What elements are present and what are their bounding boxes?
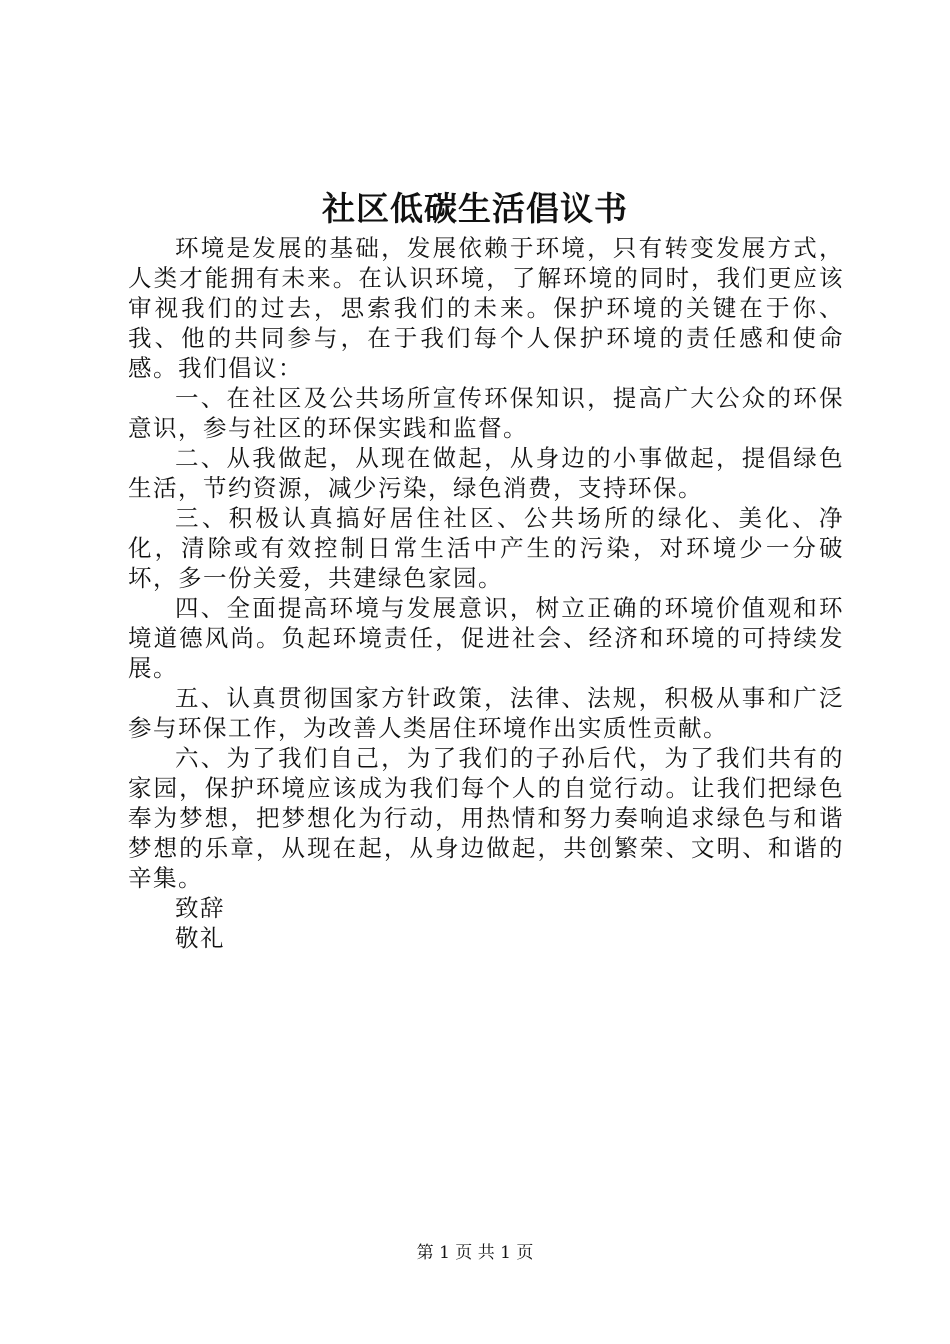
paragraph-item-1: 一、在社区及公共场所宣传环保知识，提高广大公众的环保意识，参与社区的环保实践和监督。 [128,384,844,442]
closing-line-1: 致辞 [175,894,225,922]
document-title: 社区低碳生活倡议书 [322,189,628,228]
paragraph-item-4: 四、全面提高环境与发展意识，树立正确的环境价值观和环境道德风尚。负起环境责任，促进社会、经济和环境的可持续发展。 [128,594,844,682]
page-footer: 第 1 页 共 1 页 [416,1243,534,1263]
paragraph-item-5: 五、认真贯彻国家方针政策，法律、法规，积极从事和广泛参与环保工作，为改善人类居住环境作出实质性贡献。 [128,684,844,742]
paragraph-intro: 环境是发展的基础，发展依赖于环境，只有转变发展方式，人类才能拥有未来。在认识环境，了解环境的同时，我们更应该审视我们的过去，思索我们的未来。保护环境的关键在于你、我、他的共同参与，在于我们每个人保护环境的责任感和使命感。我们倡议： [128,234,844,382]
paragraph-item-2: 二、从我做起，从现在做起，从身边的小事做起，提倡绿色生活，节约资源，减少污染，绿色消费，支持环保。 [128,444,844,502]
document-body [128,233,844,953]
paragraph-item-6: 六、为了我们自己，为了我们的子孙后代，为了我们共有的家园，保护环境应该成为我们每个人的自觉行动。让我们把绿色奉为梦想，把梦想化为行动，用热情和努力奏响追求绿色与和谐梦想的乐章，从现在起，从身边做起，共创繁荣、文明、和谐的辛集。 [128,744,844,892]
closing-line-2: 敬礼 [175,924,225,952]
paragraph-item-3: 三、积极认真搞好居住社区、公共场所的绿化、美化、净化，清除或有效控制日常生活中产生的污染，对环境少一分破坏，多一份关爱，共建绿色家园。 [128,504,844,592]
